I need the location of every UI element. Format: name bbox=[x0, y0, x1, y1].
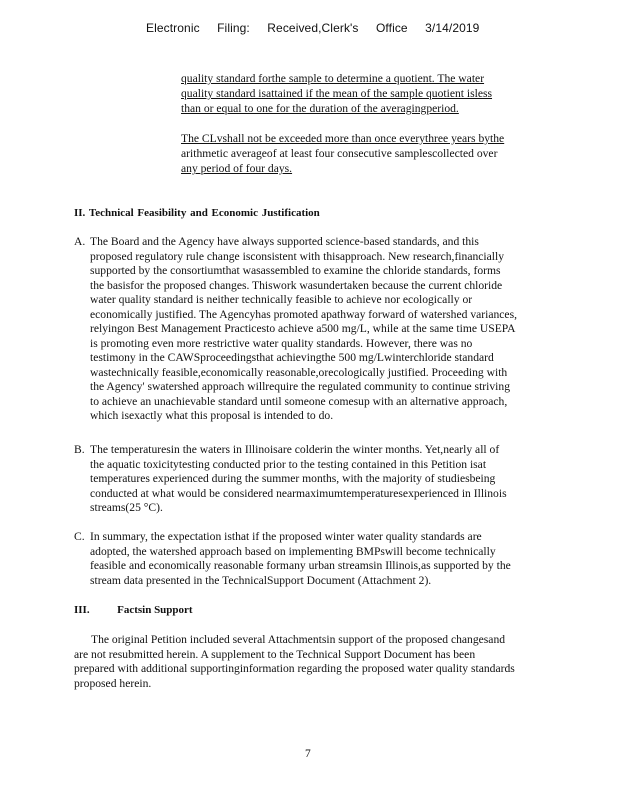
para-line: The original Petition included several Attachmentsin support of the proposed changesand bbox=[91, 633, 506, 646]
para-line: to achieve an unachievable standard until someone comesup with an alternative approach, bbox=[90, 394, 508, 408]
page-number: 7 bbox=[305, 748, 311, 760]
item-c-label: C. bbox=[74, 530, 85, 543]
item-b-label: B. bbox=[74, 443, 85, 456]
quoted-standard-para-2 bbox=[181, 131, 504, 176]
para-line: relyingon Best Management Practicesto achieve a500 mg/L, while at the same time USEPA bbox=[90, 322, 516, 335]
quote-line: quality standard isattained if the mean of the sample quotient isless bbox=[181, 87, 493, 100]
para-line: are not resubmitted herein. A supplement to the Technical Support Document has been bbox=[74, 647, 476, 661]
para-line: proposed herein. bbox=[74, 676, 152, 690]
para-line: which isexactly what this proposal is intended to do. bbox=[90, 409, 334, 422]
header-date: 3/14/2019 bbox=[425, 21, 480, 35]
item-a-label: A. bbox=[74, 235, 86, 248]
para-line: the aquatic toxicitytesting conducted prior to the testing contained in this Petition isat bbox=[90, 457, 487, 471]
para-line: the basisfor the proposed changes. Thiswork wasundertaken because the current chloride bbox=[90, 278, 503, 292]
quote-line: than or equal to one for the duration of the averagingperiod. bbox=[181, 102, 459, 115]
filing-stamp-header bbox=[146, 21, 493, 35]
para-line: The Board and the Agency have always supported science-based standards, and this bbox=[90, 235, 479, 248]
section-iii-paragraph bbox=[74, 633, 554, 691]
quoted-standard-para-1 bbox=[181, 71, 492, 116]
para-line: In summary, the expectation isthat if the proposed winter water quality standards are bbox=[90, 530, 482, 543]
item-c bbox=[74, 530, 554, 588]
para-line: is promoting even more restrictive water quality standards. However, there was no bbox=[90, 336, 473, 350]
item-b bbox=[74, 443, 554, 516]
section-ii-heading: II. Technical Feasibility and Economic Justification bbox=[74, 207, 320, 219]
para-line: feasible and economically reasonable formany urban streamsin Illinois,as supported by the bbox=[90, 559, 511, 572]
quote-line: The CLvshall not be exceeded more than once everythree years bythe bbox=[181, 132, 505, 145]
para-line: adopted, the watershed approach based on implementing BMPswill become technically bbox=[90, 544, 496, 558]
para-line: proposed regulatory rule change isconsistent with thisapproach. New research,financially bbox=[90, 249, 505, 263]
para-line: the Agency' swatershed approach willrequire the regulated community to continue striving bbox=[90, 380, 510, 393]
para-line: wastechnically feasible,economically reasonable,orecologically justified. Proceeding with bbox=[90, 365, 508, 379]
item-a bbox=[74, 235, 554, 424]
para-line: testimony in the CAWSproceedingsthat achievingthe 500 mg/Lwinterchloride standard bbox=[90, 351, 494, 364]
header-filing: Filing: bbox=[217, 21, 250, 35]
para-line: temperatures experienced during the summer months, with the majority of studiesbeing bbox=[90, 472, 496, 485]
header-received: Received,Clerk's bbox=[267, 21, 359, 35]
quote-line: arithmetic averageof at least four consecutive samplescollected over bbox=[181, 147, 498, 160]
para-line: economically justified. The Agencyhas promoted apathway forward of watershed variances, bbox=[90, 307, 517, 321]
section-iii-heading bbox=[74, 604, 193, 616]
header-office: Office bbox=[375, 21, 408, 35]
para-line: The temperaturesin the waters in Illinoisare colderin the winter months. Yet,nearly all of bbox=[90, 443, 500, 456]
para-line: water quality standard is neither technically feasible to achieve nor ecologically or bbox=[90, 293, 473, 306]
header-electronic: Electronic bbox=[146, 21, 200, 35]
section-iii-title: Factsin Support bbox=[117, 604, 193, 616]
para-line: supported by the consortiumthat wasassembled to examine the chloride standards, forms bbox=[90, 264, 501, 277]
section-iii-number: III. bbox=[74, 604, 90, 616]
para-line: conducted at what would be considered nearmaximumtemperaturesexperienced in Illinois bbox=[90, 486, 507, 500]
quote-line: quality standard forthe sample to determine a quotient. The water bbox=[181, 72, 485, 85]
para-line: stream data presented in the TechnicalSupport Document (Attachment 2). bbox=[90, 573, 432, 587]
para-line: prepared with additional supportinginformation regarding the proposed water quality standards bbox=[74, 662, 515, 675]
quote-line: any period of four days. bbox=[181, 162, 293, 175]
para-line: streams(25 °C). bbox=[90, 501, 163, 514]
